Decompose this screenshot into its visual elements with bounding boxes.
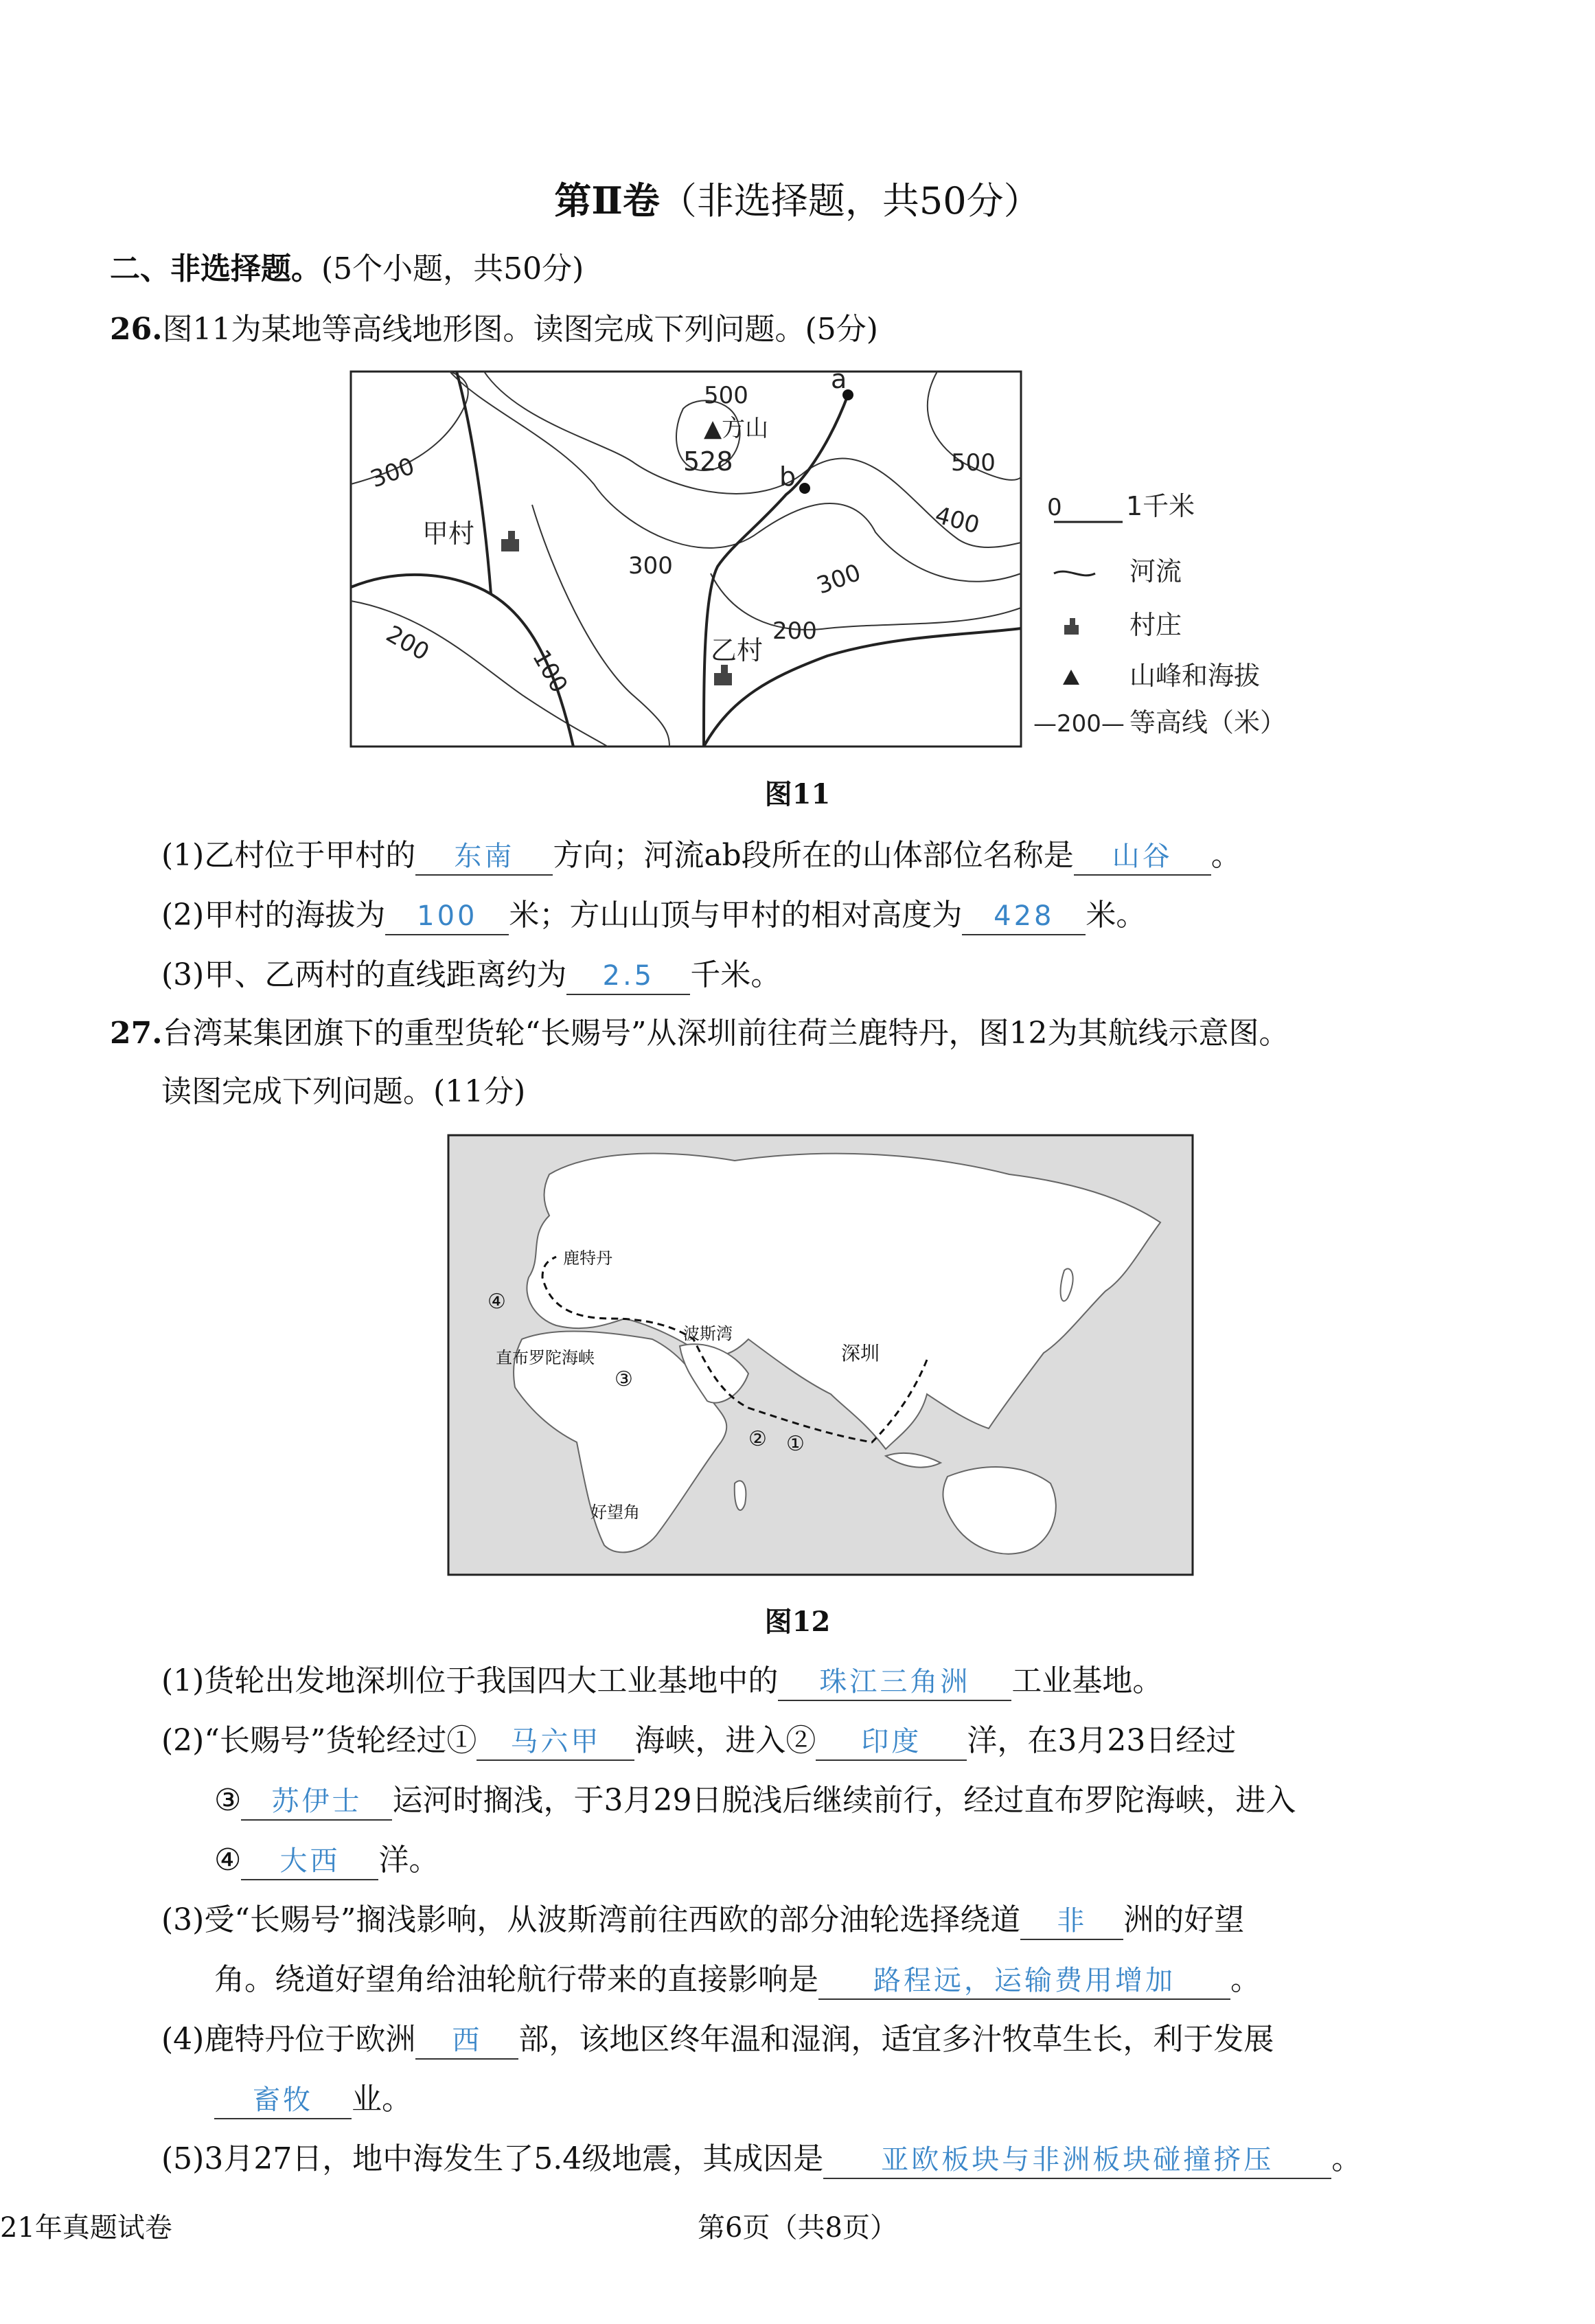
label-persian-gulf: 波斯湾 (683, 1324, 733, 1343)
q27-answer-continent[interactable]: 非 (1020, 1903, 1123, 1940)
legend-village: 村庄 (1129, 610, 1182, 640)
q26-answer-relative-height[interactable]: 428 (962, 898, 1086, 935)
q27-sub2-text-c: 洋，在3月23日经过 (967, 1723, 1237, 1758)
legend-river-symbol (1054, 571, 1095, 576)
q27-sub4-text-b: 部，该地区终年温和湿润，适宜多汁牧草生长，利于发展 (518, 2022, 1274, 2057)
legend-peak-symbol (1063, 670, 1079, 685)
q27-sub5 (161, 2139, 1362, 2180)
scale-km: 1千米 (1126, 491, 1195, 521)
q27-sub4-line1 (161, 2019, 1274, 2060)
label-400: 400 (932, 501, 983, 540)
legend-contour-symbol: —200— (1033, 710, 1125, 738)
q27-sub3-text-b: 洲的好望 (1123, 1902, 1245, 1937)
q27-answer-ocean-2[interactable]: 印度 (816, 1724, 967, 1761)
q27-answer-ocean-4[interactable]: 大西 (241, 1843, 378, 1880)
q26-answer-distance[interactable]: 2.5 (566, 958, 690, 995)
q26-number: 26. (110, 312, 163, 347)
q27-sub3-text-a: (3)受“长赐号”搁浅影响，从波斯湾前往西欧的部分油轮选择绕道 (161, 1902, 1021, 1937)
q27-sub2-text-d: ③ (214, 1783, 242, 1818)
footer-page: 第6页（共8页） (698, 2212, 897, 2244)
part-note: (5个小题，共50分) (321, 251, 584, 286)
q27-answer-strait[interactable]: 马六甲 (477, 1724, 634, 1761)
q26-stem (110, 309, 878, 350)
figure-12-caption: 图12 (764, 1606, 831, 1638)
label-b: b (779, 462, 796, 492)
q27-sub3-text-d: 。 (1230, 1962, 1261, 1997)
q27-stem-line1 (110, 1013, 1289, 1054)
q27-sub4-text-a: (4)鹿特丹位于欧洲 (161, 2022, 416, 2057)
land-madagascar (735, 1481, 746, 1510)
q27-sub4-text-c: 业。 (352, 2082, 412, 2117)
label-peak: ▲方山 (704, 415, 769, 442)
part-heading-text: 二、非选择题。 (110, 251, 321, 286)
label-500-top: 500 (704, 382, 748, 409)
part-heading (110, 249, 584, 290)
point-b (799, 483, 810, 494)
q27-answer-industrial-base[interactable]: 珠江三角洲 (778, 1664, 1011, 1701)
q26-answer-direction[interactable]: 东南 (415, 839, 553, 876)
q27-sub2-line1 (161, 1720, 1236, 1762)
section-title (0, 172, 1595, 225)
label-200-right: 200 (772, 617, 817, 645)
section-title-rest: （非选择题，共50分） (659, 179, 1041, 223)
label-yi: 乙村 (711, 635, 764, 665)
legend-village-symbol (1064, 618, 1079, 635)
label-jia: 甲村 (422, 519, 475, 549)
q27-sub4-line2 (214, 2079, 412, 2120)
q27-sub5-text-a: (5)3月27日，地中海发生了5.4级地震，其成因是 (161, 2141, 824, 2176)
q26-sub1 (161, 835, 1241, 876)
q26-sub2-text-c: 米。 (1086, 898, 1147, 933)
q27-sub3-line2 (214, 1959, 1261, 2001)
q27-sub2-text-g: 洋。 (378, 1843, 439, 1878)
legend-river: 河流 (1129, 556, 1182, 586)
footer-left: 21年真题试卷 (0, 2212, 172, 2244)
q27-sub2-text-b: 海峡，进入② (634, 1723, 816, 1758)
q26-sub2-text-b: 米；方山山顶与甲村的相对高度为 (509, 898, 963, 933)
q27-sub2-line3 (214, 1840, 439, 1881)
figure-11-contour-map (347, 367, 1322, 752)
figure-12-route-map (446, 1133, 1195, 1577)
legend-contour: 等高线（米） (1129, 707, 1287, 738)
label-a: a (831, 367, 847, 394)
q27-stem-text-1: 台湾某集团旗下的重型货轮“长赐号”从深圳前往荷兰鹿特丹，图12为其航线示意图。 (162, 1016, 1289, 1051)
q26-sub3 (161, 955, 781, 996)
label-500-right: 500 (951, 449, 996, 477)
q26-sub2 (161, 895, 1146, 936)
label-peak-height: 528 (683, 446, 733, 477)
label-gibraltar: 直布罗陀海峡 (496, 1348, 595, 1367)
q27-sub2-text-e: 运河时搁浅，于3月29日脱浅后继续前行，经过直布罗陀海峡，进入 (392, 1783, 1296, 1818)
q27-answer-region[interactable]: 西 (415, 2023, 518, 2060)
q27-answer-cause[interactable]: 亚欧板块与非洲板块碰撞挤压 (823, 2142, 1331, 2179)
label-circle-3: ③ (615, 1367, 633, 1391)
q27-sub1-text-a: (1)货轮出发地深圳位于我国四大工业基地中的 (161, 1663, 779, 1698)
section-title-bold: 第Ⅱ卷 (554, 179, 660, 223)
label-300-left: 300 (367, 452, 419, 494)
q27-stem-line2: 读图完成下列问题。(11分) (161, 1074, 526, 1109)
q26-stem-text: 图11为某地等高线地形图。读图完成下列问题。(5分) (162, 312, 878, 347)
label-shenzhen: 深圳 (841, 1342, 880, 1365)
figure-11-caption: 图11 (764, 778, 831, 810)
q27-answer-impact[interactable]: 路程远，运输费用增加 (818, 1963, 1230, 2000)
q26-answer-landform[interactable]: 山谷 (1074, 839, 1211, 876)
label-100: 100 (527, 645, 573, 698)
label-cape: 好望角 (590, 1503, 640, 1522)
label-circle-1: ① (786, 1432, 805, 1456)
label-300-right: 300 (813, 558, 865, 600)
q27-answer-industry[interactable]: 畜牧 (214, 2082, 352, 2119)
q27-sub2-text-a: (2)“长赐号”货轮经过① (161, 1723, 477, 1758)
label-rotterdam: 鹿特丹 (563, 1249, 612, 1268)
scale-zero: 0 (1047, 494, 1062, 521)
q27-sub3-text-c: 角。绕道好望角给油轮航行带来的直接影响是 (214, 1962, 818, 1997)
q27-sub1-text-b: 工业基地。 (1011, 1663, 1163, 1698)
label-200-left: 200 (381, 620, 434, 667)
q27-sub3-line1 (161, 1900, 1244, 1941)
q26-sub3-text-a: (3)甲、乙两村的直线距离约为 (161, 957, 567, 992)
q26-sub1-text-b: 方向；河流ab段所在的山体部位名称是 (553, 838, 1074, 873)
q27-number: 27. (110, 1016, 163, 1051)
q27-answer-canal[interactable]: 苏伊士 (241, 1784, 392, 1821)
label-circle-2: ② (748, 1427, 767, 1451)
q27-sub1 (161, 1661, 1162, 1702)
q26-sub1-text-c: 。 (1210, 838, 1241, 873)
q26-answer-elevation[interactable]: 100 (385, 898, 509, 935)
label-300-mid: 300 (628, 552, 673, 580)
q27-sub2-text-f: ④ (214, 1843, 242, 1878)
legend-peak: 山峰和海拔 (1129, 661, 1261, 691)
q26-sub3-text-b: 千米。 (690, 957, 781, 992)
q26-sub1-text-a: (1)乙村位于甲村的 (161, 838, 416, 873)
label-circle-4: ④ (487, 1290, 506, 1314)
q26-sub2-text-a: (2)甲村的海拔为 (161, 898, 386, 933)
q27-sub2-line2 (214, 1780, 1296, 1821)
q27-sub5-text-b: 。 (1331, 2141, 1362, 2176)
